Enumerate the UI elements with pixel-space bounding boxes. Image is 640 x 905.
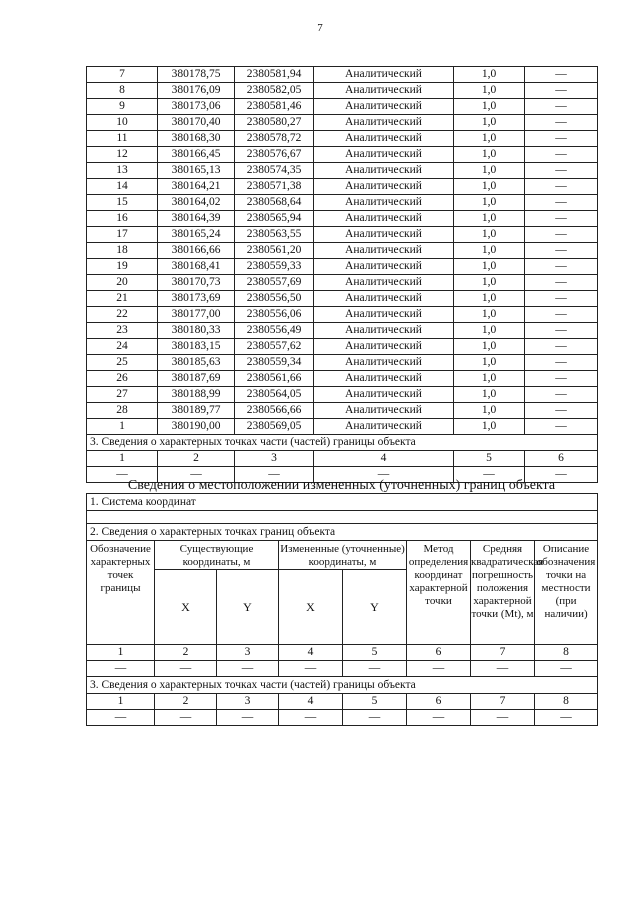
dash-cell: — [525,467,598,483]
method-cell: Аналитический [314,243,454,259]
x-coordinate-cell: 380183,15 [158,339,235,355]
column-number-cell: 7 [471,645,535,661]
table-row [87,243,598,259]
dash-cell: — [87,467,158,483]
method-cell: Аналитический [314,291,454,307]
y-coordinate-cell: 2380574,35 [235,163,314,179]
description-cell: — [525,323,598,339]
dash-cell: — [471,661,535,677]
x-coordinate-cell: 380176,09 [158,83,235,99]
description-cell: — [525,211,598,227]
column-number-cell: 2 [158,451,235,467]
column-number-cell: 6 [525,451,598,467]
y-coordinate-cell: 2380569,05 [235,419,314,435]
table-row [87,387,598,403]
dash-cell: — [343,661,407,677]
column-number-cell: 6 [407,645,471,661]
part-points-section-title: 3. Сведения о характерных точках части (частей) границы объекта [87,677,598,694]
y-coordinate-cell: 2380559,34 [235,355,314,371]
y-coordinate-cell: 2380566,66 [235,403,314,419]
column-number-cell: 8 [535,645,598,661]
description-cell: — [525,163,598,179]
method-cell: Аналитический [314,115,454,131]
point-number-cell: 17 [87,227,158,243]
column-number-cell: 2 [155,645,217,661]
description-cell: — [525,275,598,291]
existing-coordinates-header: Существующие координаты, м [155,541,279,570]
column-number-cell: 4 [279,694,343,710]
dash-cell: — [535,710,598,726]
point-number-cell: 10 [87,115,158,131]
table-row [87,371,598,387]
method-cell: Аналитический [314,387,454,403]
column-number-cell: 5 [454,451,525,467]
table-row [87,307,598,323]
column-number-cell: 5 [343,694,407,710]
y-coordinate-cell: 2380559,33 [235,259,314,275]
accuracy-cell: 1,0 [454,147,525,163]
description-cell: — [525,83,598,99]
point-number-cell: 22 [87,307,158,323]
point-number-cell: 28 [87,403,158,419]
y-coordinate-cell: 2380556,06 [235,307,314,323]
dash-cell: — [454,467,525,483]
dash-cell: — [279,661,343,677]
y-coordinate-cell: 2380568,64 [235,195,314,211]
accuracy-cell: 1,0 [454,275,525,291]
table-row [87,710,598,726]
accuracy-cell: 1,0 [454,419,525,435]
y-coordinate-cell: 2380561,66 [235,371,314,387]
description-cell: — [525,243,598,259]
description-cell: — [525,403,598,419]
description-cell: — [525,307,598,323]
column-number-cell: 4 [314,451,454,467]
table-row [87,323,598,339]
page-number: 7 [317,22,323,34]
table-row [87,211,598,227]
column-number-cell: 3 [217,694,279,710]
description-cell: — [525,99,598,115]
point-number-cell: 12 [87,147,158,163]
description-cell: — [525,371,598,387]
method-cell: Аналитический [314,339,454,355]
table-row [87,355,598,371]
dash-cell: — [535,661,598,677]
column-number-cell: 3 [235,451,314,467]
method-cell: Аналитический [314,371,454,387]
y-coordinate-cell: 2380580,27 [235,115,314,131]
x-coordinate-cell: 380177,00 [158,307,235,323]
y-coordinate-cell: 2380561,20 [235,243,314,259]
accuracy-cell: 1,0 [454,387,525,403]
table-row [87,163,598,179]
x-coordinate-cell: 380170,40 [158,115,235,131]
table-row [87,419,598,435]
table-row [87,67,598,83]
point-number-cell: 18 [87,243,158,259]
accuracy-cell: 1,0 [454,307,525,323]
x-coordinate-cell: 380170,73 [158,275,235,291]
table-row [87,83,598,99]
x-coordinate-cell: 380165,24 [158,227,235,243]
table-row [87,99,598,115]
accuracy-cell: 1,0 [454,339,525,355]
description-cell: — [525,195,598,211]
dash-cell: — [314,467,454,483]
accuracy-cell: 1,0 [454,355,525,371]
table-row [87,661,598,677]
description-cell: — [525,419,598,435]
point-number-cell: 26 [87,371,158,387]
boundary-points-section-title: 2. Сведения о характерных точках границ объекта [87,524,598,541]
x-coordinate-cell: 380178,75 [158,67,235,83]
point-number-cell: 21 [87,291,158,307]
description-cell: — [525,67,598,83]
point-number-cell: 13 [87,163,158,179]
point-number-cell: 25 [87,355,158,371]
point-number-cell: 1 [87,419,158,435]
point-number-cell: 19 [87,259,158,275]
description-cell: — [525,355,598,371]
table-row [87,339,598,355]
table-row [87,694,598,710]
x-coordinate-cell: 380188,99 [158,387,235,403]
method-cell: Аналитический [314,259,454,275]
table-row [87,147,598,163]
accuracy-header: Средняя квадратическая погрешность положения характерной точки (Mt), м [471,541,535,645]
dash-cell: — [217,661,279,677]
y-coordinate-cell: 2380581,94 [235,67,314,83]
column-number-cell: 1 [87,451,158,467]
x-coordinate-cell: 380164,39 [158,211,235,227]
x-coordinate-cell: 380166,45 [158,147,235,163]
dash-cell: — [87,661,155,677]
point-number-cell: 23 [87,323,158,339]
y-coordinate-cell: 2380576,67 [235,147,314,163]
method-cell: Аналитический [314,307,454,323]
method-cell: Аналитический [314,419,454,435]
x-coordinate-cell: 380187,69 [158,371,235,387]
y-coordinate-cell: 2380564,05 [235,387,314,403]
column-number-cell: 5 [343,645,407,661]
point-number-cell: 24 [87,339,158,355]
accuracy-cell: 1,0 [454,67,525,83]
table-row [87,131,598,147]
changed-boundaries-table [86,493,598,726]
accuracy-cell: 1,0 [454,131,525,147]
coordinate-system-label: 1. Система координат [87,494,598,511]
method-cell: Аналитический [314,147,454,163]
method-cell: Аналитический [314,323,454,339]
method-cell: Аналитический [314,195,454,211]
method-cell: Аналитический [314,227,454,243]
column-number-cell: 6 [407,694,471,710]
accuracy-cell: 1,0 [454,195,525,211]
dash-cell: — [407,710,471,726]
x-coordinate-cell: 380173,69 [158,291,235,307]
dash-cell: — [279,710,343,726]
y-coordinate-cell: 2380581,46 [235,99,314,115]
y-coordinate-cell: 2380557,69 [235,275,314,291]
method-cell: Аналитический [314,355,454,371]
part-points-section-title: 3. Сведения о характерных точках части (частей) границы объекта [87,435,598,451]
table-row [87,179,598,195]
description-cell: — [525,339,598,355]
method-cell: Аналитический [314,275,454,291]
y-coordinate-cell: 2380571,38 [235,179,314,195]
point-number-cell: 14 [87,179,158,195]
description-cell: — [525,147,598,163]
table-row [87,403,598,419]
table-row [87,195,598,211]
method-cell: Аналитический [314,403,454,419]
changed-boundaries-heading: Сведения о местоположении измененных (уточненных) границ объекта [127,478,556,493]
column-number-cell: 7 [471,694,535,710]
accuracy-cell: 1,0 [454,83,525,99]
changed-coordinates-header: Измененные (уточненные) координаты, м [279,541,407,570]
method-cell: Аналитический [314,179,454,195]
existing-x-label: X [155,570,217,645]
accuracy-cell: 1,0 [454,323,525,339]
x-coordinate-cell: 380180,33 [158,323,235,339]
table-row [87,227,598,243]
y-coordinate-cell: 2380563,55 [235,227,314,243]
dash-cell: — [87,710,155,726]
point-number-cell: 15 [87,195,158,211]
x-coordinate-cell: 380189,77 [158,403,235,419]
x-coordinate-cell: 380173,06 [158,99,235,115]
point-number-cell: 11 [87,131,158,147]
accuracy-cell: 1,0 [454,291,525,307]
table-row [87,115,598,131]
column-number-cell: 1 [87,694,155,710]
y-coordinate-cell: 2380565,94 [235,211,314,227]
accuracy-cell: 1,0 [454,403,525,419]
column-number-cell: 1 [87,645,155,661]
existing-y-label: Y [217,570,279,645]
accuracy-cell: 1,0 [454,179,525,195]
x-coordinate-cell: 380164,21 [158,179,235,195]
method-cell: Аналитический [314,131,454,147]
method-cell: Аналитический [314,211,454,227]
x-coordinate-cell: 380168,41 [158,259,235,275]
method-cell: Аналитический [314,163,454,179]
dash-cell: — [471,710,535,726]
description-cell: — [525,259,598,275]
y-coordinate-cell: 2380557,62 [235,339,314,355]
accuracy-cell: 1,0 [454,227,525,243]
point-number-cell: 8 [87,83,158,99]
dash-cell: — [155,661,217,677]
method-header: Метод определения координат характерной точки [407,541,471,645]
coordinate-system-value [87,511,598,524]
description-cell: — [525,131,598,147]
description-cell: — [525,179,598,195]
table-row [87,645,598,661]
table-row [87,291,598,307]
column-number-cell: 3 [217,645,279,661]
point-number-cell: 7 [87,67,158,83]
x-coordinate-cell: 380168,30 [158,131,235,147]
description-cell: — [525,291,598,307]
point-number-cell: 16 [87,211,158,227]
point-number-cell: 9 [87,99,158,115]
accuracy-cell: 1,0 [454,211,525,227]
table-row [87,275,598,291]
table-row [87,451,598,467]
description-header: Описание обозначения точки на местности (при наличии) [535,541,598,645]
accuracy-cell: 1,0 [454,115,525,131]
point-designation-header: Обозначение характерных точек границы [87,541,155,645]
accuracy-cell: 1,0 [454,243,525,259]
column-number-cell: 2 [155,694,217,710]
x-coordinate-cell: 380165,13 [158,163,235,179]
dash-cell: — [217,710,279,726]
changed-y-label: Y [343,570,407,645]
changed-x-label: X [279,570,343,645]
dash-cell: — [235,467,314,483]
method-cell: Аналитический [314,99,454,115]
method-cell: Аналитический [314,67,454,83]
x-coordinate-cell: 380164,02 [158,195,235,211]
y-coordinate-cell: 2380582,05 [235,83,314,99]
column-number-cell: 8 [535,694,598,710]
point-number-cell: 27 [87,387,158,403]
accuracy-cell: 1,0 [454,371,525,387]
description-cell: — [525,387,598,403]
y-coordinate-cell: 2380556,49 [235,323,314,339]
coordinates-table [86,66,598,483]
column-number-cell: 4 [279,645,343,661]
description-cell: — [525,115,598,131]
dash-cell: — [407,661,471,677]
accuracy-cell: 1,0 [454,99,525,115]
description-cell: — [525,227,598,243]
point-number-cell: 20 [87,275,158,291]
x-coordinate-cell: 380185,63 [158,355,235,371]
y-coordinate-cell: 2380578,72 [235,131,314,147]
x-coordinate-cell: 380166,66 [158,243,235,259]
y-coordinate-cell: 2380556,50 [235,291,314,307]
dash-cell: — [158,467,235,483]
table-row [87,259,598,275]
accuracy-cell: 1,0 [454,259,525,275]
method-cell: Аналитический [314,83,454,99]
x-coordinate-cell: 380190,00 [158,419,235,435]
accuracy-cell: 1,0 [454,163,525,179]
dash-cell: — [343,710,407,726]
dash-cell: — [155,710,217,726]
